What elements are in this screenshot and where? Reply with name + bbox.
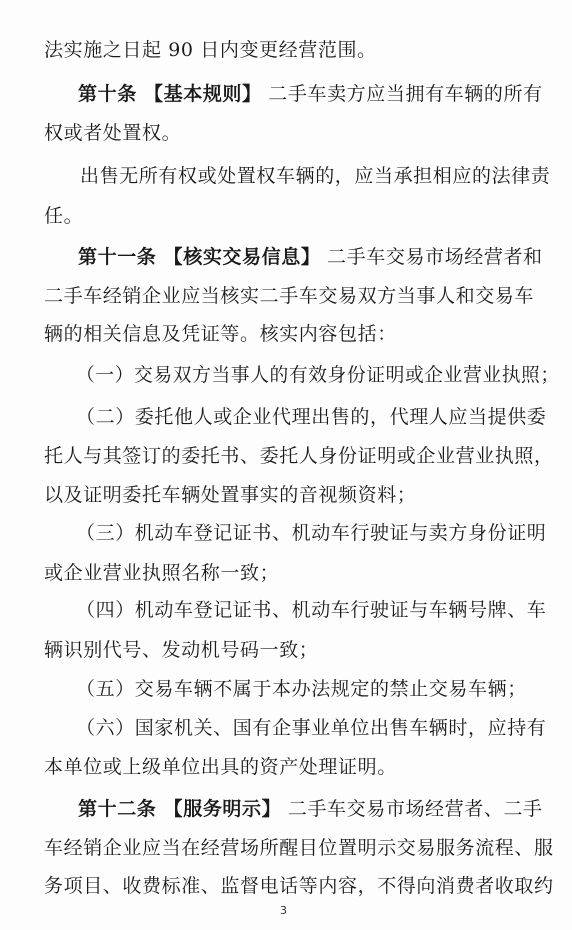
article-10-heading: 第十条 【基本规则】 — [78, 83, 262, 105]
article-10-line — [78, 82, 543, 106]
text-segment: 二手车卖方应当拥有车辆的所有 — [261, 83, 543, 105]
article-11-heading: 第十一条 【核实交易信息】 — [78, 246, 321, 268]
text-line: 二手车经销企业应当核实二手车交易双方当事人和交易车 — [44, 285, 535, 307]
article-11-line — [78, 245, 543, 269]
text-line: 法实施之日起 90 日内变更经营范围。 — [44, 39, 377, 61]
list-item-5: （五）交易车辆不属于本办法规定的禁止交易车辆； — [76, 678, 527, 700]
list-item-3: （三）机动车登记证书、机动车行驶证与卖方身份证明 — [76, 522, 547, 544]
text-line: 务项目、收费标准、监督电话等内容，不得向消费者收取约 — [44, 875, 554, 897]
list-item-2: （二）委托他人或企业代理出售的，代理人应当提供委 — [76, 406, 547, 428]
list-item-1: （一）交易双方当事人的有效身份证明或企业营业执照； — [76, 365, 560, 386]
article-12-line — [78, 797, 543, 821]
text-segment: 二手车交易市场经营者和 — [320, 246, 543, 268]
text-line: 辆的相关信息及凭证等。核实内容包括： — [44, 323, 397, 345]
page-number: 3 — [280, 904, 287, 917]
text-line: 车经销企业应当在经营场所醒目位置明示交易服务流程、服 — [44, 837, 554, 859]
text-line: 托人与其签订的委托书、委托人身份证明或企业营业执照， — [44, 445, 554, 467]
list-item-6: （六）国家机关、国有企事业单位出售车辆时，应持有 — [76, 717, 547, 739]
text-line: 出售无所有权或处置权车辆的，应当承担相应的法律责 — [80, 165, 551, 187]
text-line: 以及证明委托车辆处置事实的音视频资料； — [44, 484, 417, 506]
article-12-heading: 第十二条 【服务明示】 — [78, 798, 282, 820]
text-line: 辆识别代号、发动机号码一致； — [44, 639, 319, 661]
text-line: 本单位或上级单位出具的资产处理证明。 — [44, 756, 397, 778]
text-line: 任。 — [44, 205, 84, 227]
list-item-4: （四）机动车登记证书、机动车行驶证与车辆号牌、车 — [76, 599, 547, 621]
text-line: 或企业营业执照名称一致； — [44, 562, 280, 584]
text-segment: 二手车交易市场经营者、二手 — [281, 798, 543, 820]
text-line: 权或者处置权。 — [44, 122, 182, 144]
